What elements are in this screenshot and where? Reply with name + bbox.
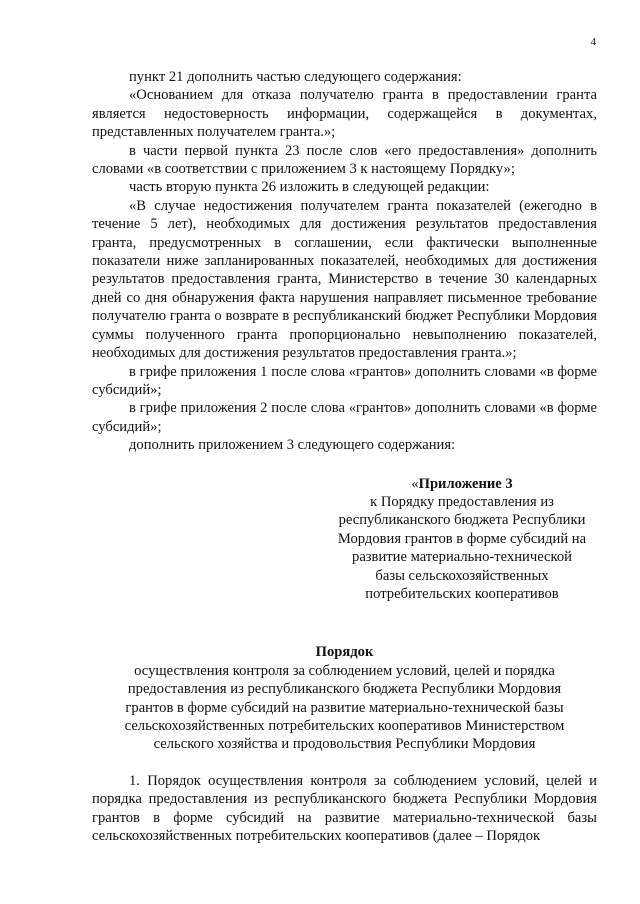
page-number: 4 <box>590 36 596 48</box>
document-body <box>92 68 597 845</box>
appendix-title <box>327 475 597 493</box>
appendix-line: базы сельскохозяйственных <box>375 567 549 584</box>
order-subtitle-line: осуществления контроля за соблюдением условий, целей и порядка <box>134 662 555 679</box>
appendix-line: Мордовия грантов в форме субсидий на <box>337 530 587 547</box>
appendix-quote: « <box>411 475 419 492</box>
appendix-line: потребительских кооперативов <box>365 585 559 602</box>
order-subtitle-line: грантов в форме субсидий на развитие материально-технической базы <box>125 699 564 716</box>
appendix-line: развитие материально-технической <box>352 549 572 566</box>
paragraph-3: в части первой пункта 23 после слов «его предоставления» дополнить словами «в соответствии с приложением 3 к настоящему Порядку»; <box>92 142 597 178</box>
appendix-title-text: Приложение 3 <box>418 475 513 492</box>
order-title: Порядок <box>315 644 374 661</box>
section-gap <box>92 754 597 772</box>
paragraph-5: «В случае недостижения получателем гранта показателей (ежегодно в течение 5 лет), необходимых для достижения результатов предоставления гранта, предусмотренных в соглашении, если фактически выполненные показатели ниже запланированных показателей, необходимых для достижения результатов предоставления гранта, Министерство в течение 30 календарных дней со дня обнаружения факта нарушения направляет письменное требование получателю гранта о возврате в республиканский бюджет Республики Мордовия суммы полученного гранта пропорционально невыполнению показателей, необходимых для достижения результатов предоставления гранта.»; <box>92 197 597 362</box>
paragraph-7: в грифе приложения 2 после слова «грантов» дополнить словами «в форме субсидий»; <box>92 400 597 435</box>
order-subtitle-line: предоставления из республиканского бюджета Республики Мордовия <box>127 681 562 698</box>
order-subtitle-line: сельскохозяйственных потребительских кооперативов Министерством <box>124 718 565 734</box>
paragraph-2: «Основанием для отказа получателю гранта в предоставлении гранта является недостоверность информации, содержащейся в документах, представленных получателем гранта.»; <box>92 87 597 141</box>
appendix-header <box>327 475 597 604</box>
paragraph-1: пункт 21 дополнить частью следующего содержания: <box>129 69 462 85</box>
paragraph-4: часть вторую пункта 26 изложить в следующей редакции: <box>129 179 490 196</box>
paragraph-8: дополнить приложением 3 следующего содержания: <box>129 437 456 454</box>
appendix-line: республиканского бюджета Республики <box>338 512 586 529</box>
paragraph-6: в грифе приложения 1 после слова «грантов» дополнить словами «в форме субсидий»; <box>92 363 597 398</box>
appendix-line: к Порядку предоставления из <box>370 493 554 510</box>
order-subtitle <box>102 662 587 754</box>
order-subtitle-line: сельского хозяйства и продовольствия Республики Мордовия <box>153 736 536 753</box>
order-paragraph-1: 1. Порядок осуществления контроля за соблюдением условий, целей и порядка предоставления из республиканского бюджета Республики Мордовия грантов в форме субсидий на развитие материально-технической базы сельскохозяйственных потребительских кооперативов (далее – Порядок <box>92 772 597 845</box>
